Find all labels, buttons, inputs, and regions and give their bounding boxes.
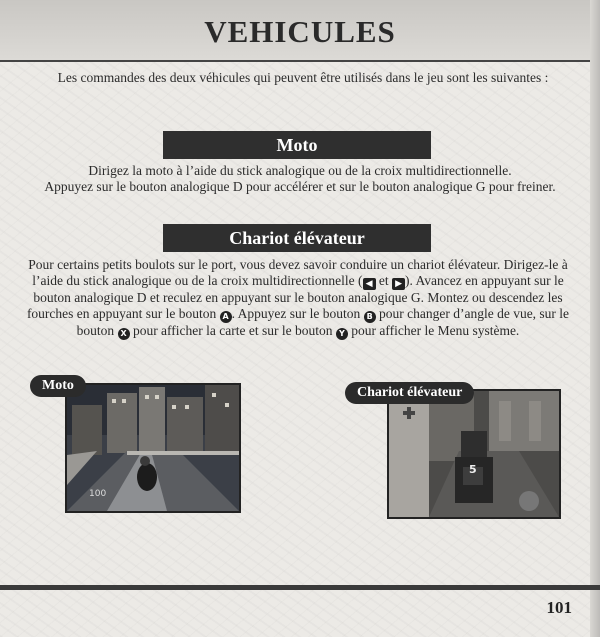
button-a-icon: A [220,311,232,323]
intro-text: Les commandes des deux véhicules qui peuvent être utilisés dans le jeu sont les suivantes : [57,70,549,85]
page-number: 101 [546,598,572,617]
moto-hud-speed: 100 [89,489,107,499]
dpad-right-icon: ▶ [392,278,405,290]
chariot-text-4: pour changer d’angle de vue, sur le bouton [76,306,570,338]
footer-rule [0,585,600,590]
dpad-left-icon: ◀ [363,278,376,290]
chariot-text-6: pour afficher le Menu système. [347,323,520,338]
chariot-scene-image [389,391,559,517]
chariot-hud-count: 5 [469,463,477,476]
moto-line-2: Appuyez sur le bouton analogique D pour accélérer et sur le bouton analogique G pour freiner. [44,179,556,194]
chariot-screenshot-label: Chariot élévateur [345,382,474,404]
moto-line-1: Dirigez la moto à l’aide du stick analogique ou de la croix multidirectionnelle. [88,163,512,178]
button-x-icon: X [118,328,130,340]
chariot-screenshot [387,389,561,519]
moto-paragraph [40,163,560,195]
moto-screenshot-label: Moto [30,375,86,397]
button-y-icon: Y [336,328,348,340]
chariot-text-5: pour afficher la carte et sur le bouton [129,323,336,338]
chariot-paragraph [18,257,578,340]
chariot-heading: Chariot élévateur [163,224,431,252]
chariot-text-2: ). Avancez en appuyant sur le bouton analogique D et reculez en appuyant sur le bouton analogique G. Montez ou descendez les fourches en appuyant sur le bouton [26,273,564,321]
chariot-text-3: . Appuyez sur le bouton [231,306,364,321]
moto-screenshot [65,383,241,513]
moto-heading: Moto [163,131,431,159]
chariot-text-et: et [375,273,393,288]
page-edge [590,0,600,637]
page-title: VEHICULES [204,14,396,49]
button-b-icon: B [364,311,376,323]
chariot-text-1: Pour certains petits boulots sur le port, vous devez savoir conduire un chariot élévateur. Dirigez-le à l’aide du stick analogique ou de la croix multidirectionnelle ( [28,257,568,288]
